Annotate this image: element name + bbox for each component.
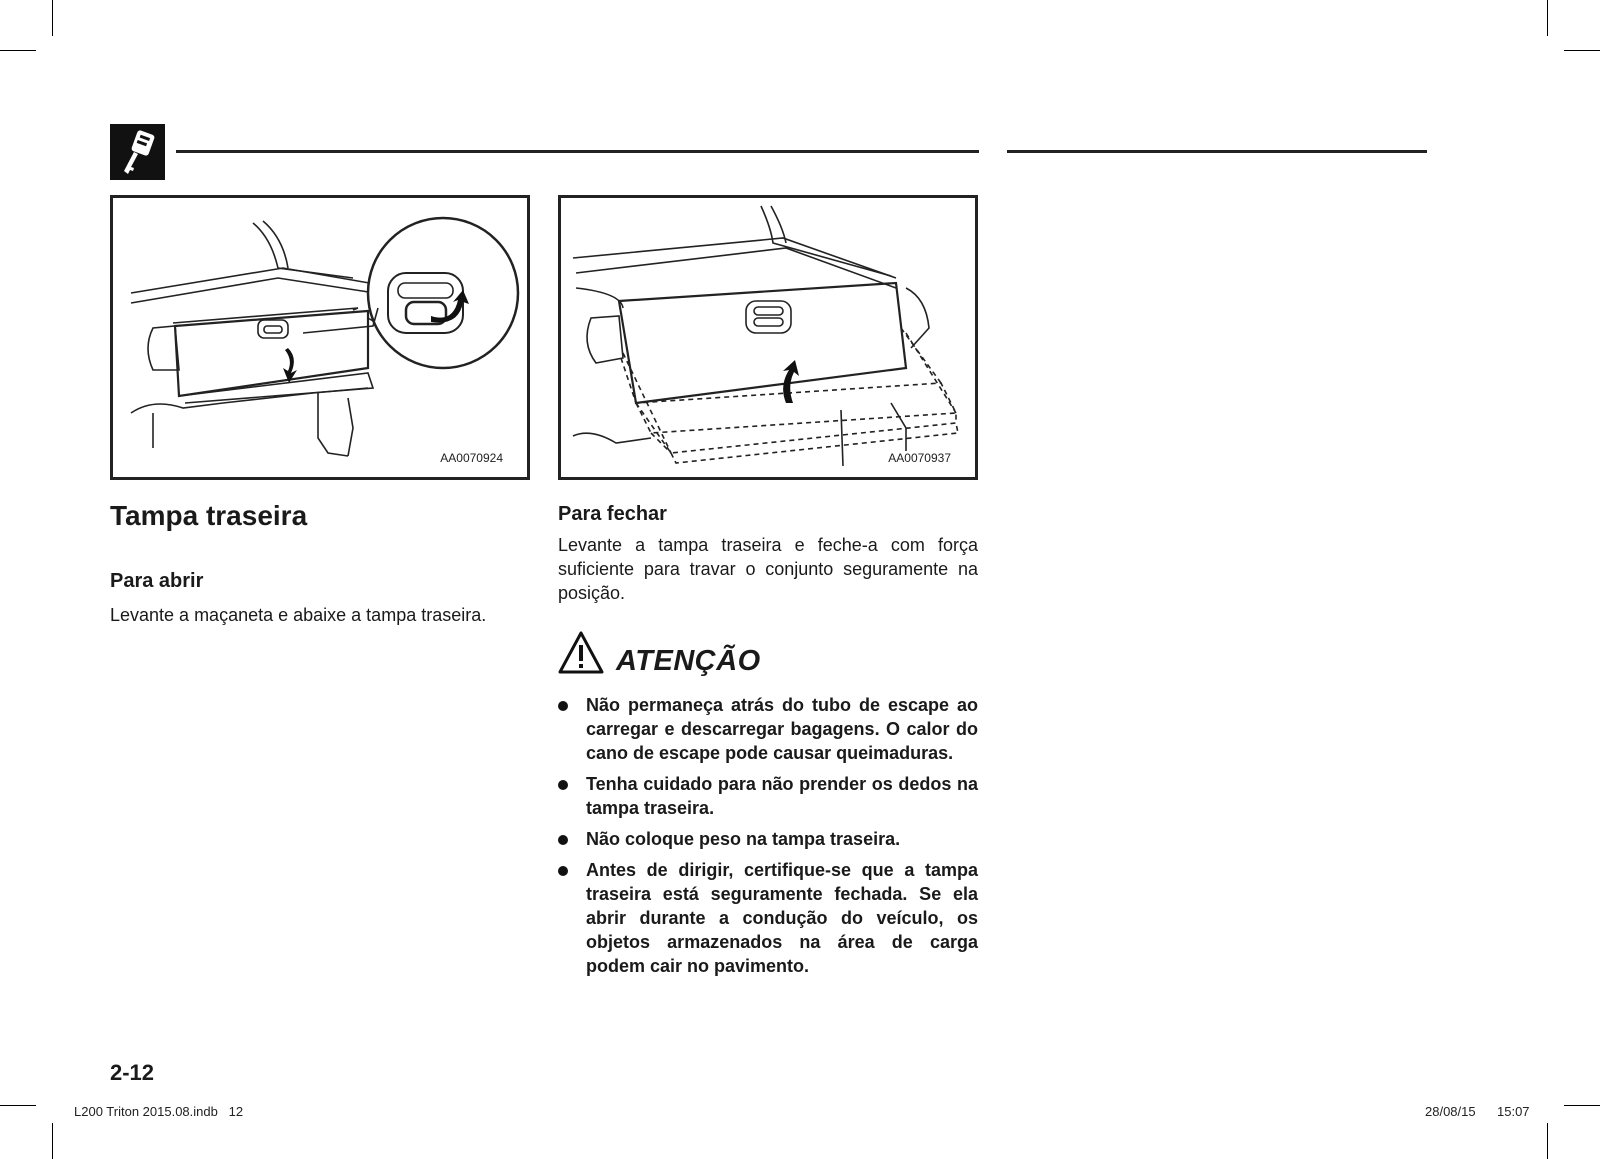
figure-code: AA0070924 <box>440 451 503 465</box>
list-item: Tenha cuidado para não prender os dedos na tampa traseira. <box>558 772 978 820</box>
warning-triangle-icon <box>557 630 605 676</box>
list-item: Não permaneça atrás do tubo de escape ao carregar e descarregar bagagens. O calor do cano de escape pode causar queimaduras. <box>558 693 978 765</box>
figure-code: AA0070937 <box>888 451 951 465</box>
figure-close-tailgate <box>558 195 978 480</box>
crop-mark <box>1547 0 1548 36</box>
open-text: Levante a maçaneta e abaixe a tampa traseira. <box>110 605 487 625</box>
crop-mark <box>52 1123 53 1159</box>
bullet-icon <box>558 835 568 845</box>
bullet-icon <box>558 780 568 790</box>
crop-mark <box>1564 1105 1600 1106</box>
crop-mark <box>0 1105 36 1106</box>
crop-mark <box>1547 1123 1548 1159</box>
header-rule-right <box>1007 150 1427 153</box>
figure-open-tailgate <box>110 195 530 480</box>
page-number: 2-12 <box>110 1060 155 1085</box>
section-title: Tampa traseira <box>110 500 308 531</box>
crop-mark <box>52 0 53 36</box>
tailgate-close-illustration <box>561 198 981 483</box>
bullet-icon <box>558 866 568 876</box>
key-icon <box>110 124 165 180</box>
open-heading: Para abrir <box>110 570 204 592</box>
close-heading: Para fechar <box>558 503 667 525</box>
footer-date: 28/08/15 <box>1425 1104 1476 1119</box>
close-text: Levante a tampa traseira e feche-a com força suficiente para travar o conjunto seguramente na posição. <box>558 535 978 603</box>
bullet-icon <box>558 701 568 711</box>
crop-mark <box>1564 50 1600 51</box>
warning-list <box>558 693 978 985</box>
tailgate-open-illustration <box>113 198 533 483</box>
list-item: Antes de dirigir, certifique-se que a tampa traseira está seguramente fechada. Se ela abrir durante a condução do veículo, os objetos armazenados na área de carga podem cair no pavimento. <box>558 858 978 978</box>
header-rule-left <box>176 150 979 153</box>
footer-file: L200 Triton 2015.08.indb 12 <box>74 1104 244 1119</box>
warning-title: ATENÇÃO <box>616 645 761 677</box>
crop-mark <box>0 50 36 51</box>
list-item: Não coloque peso na tampa traseira. <box>558 827 978 851</box>
footer-time: 15:07 <box>1497 1104 1530 1119</box>
